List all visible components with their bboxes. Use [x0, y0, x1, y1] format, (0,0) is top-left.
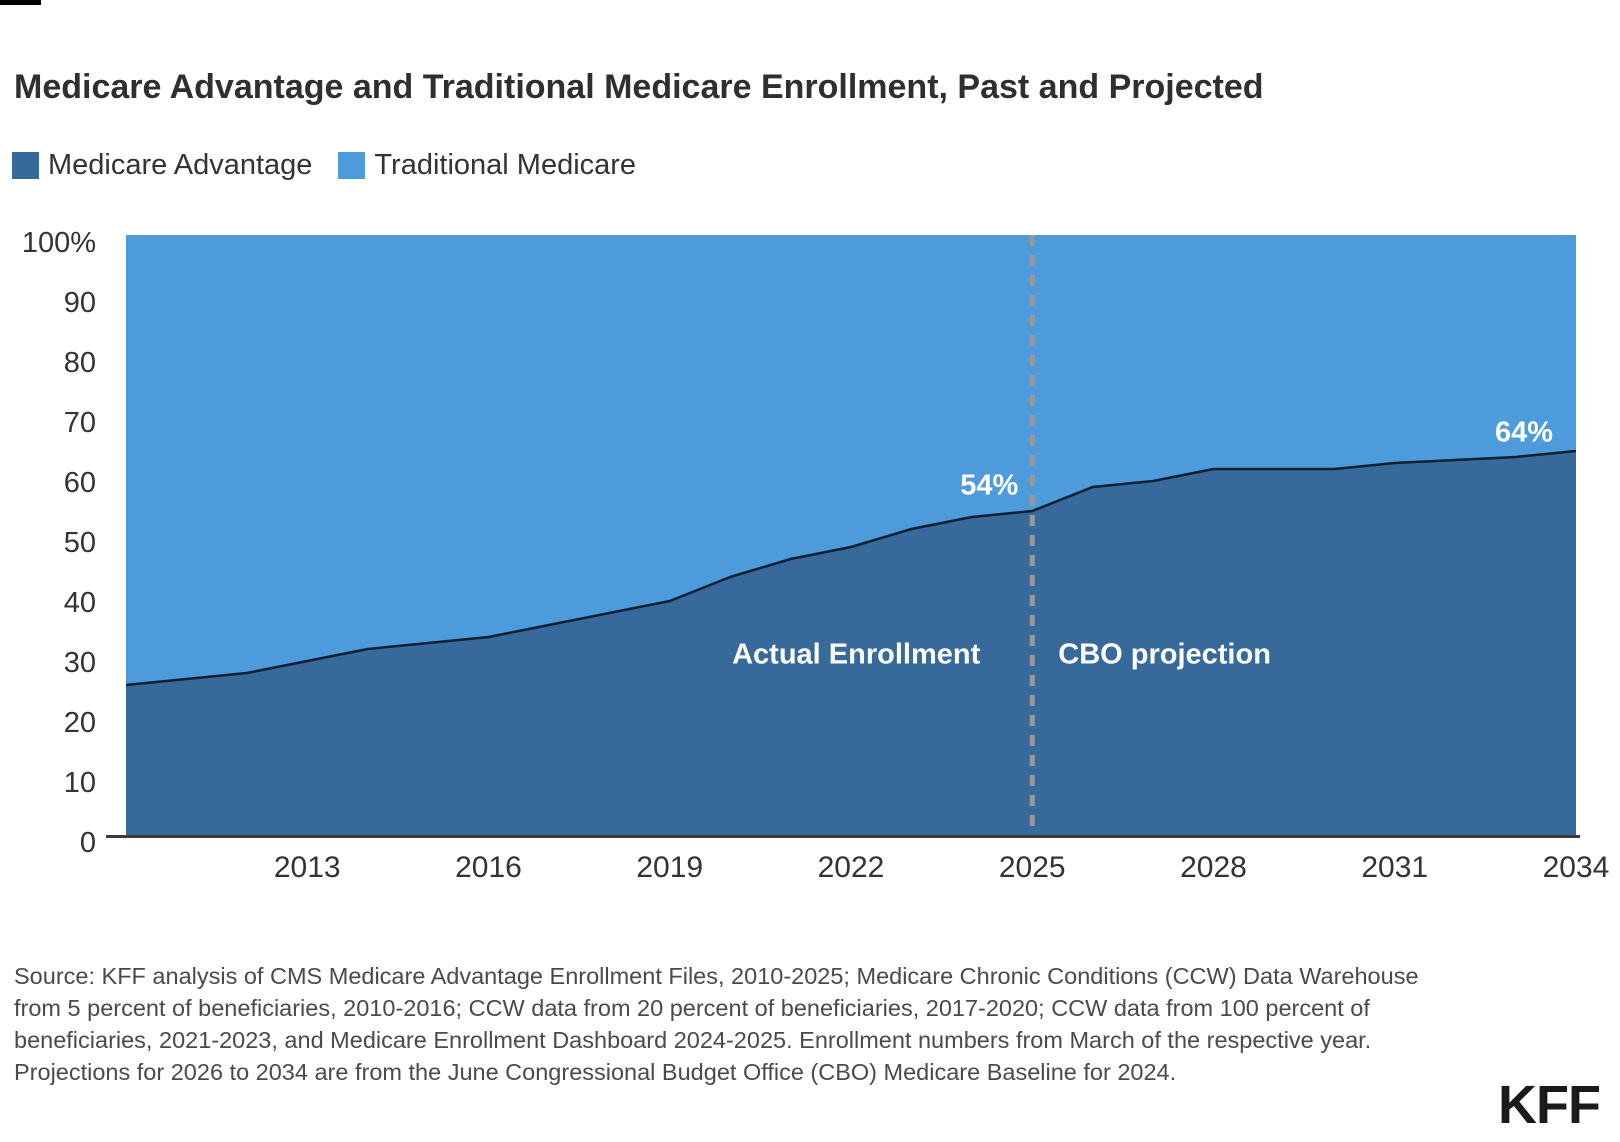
- ma-share-2034: 64%: [1494, 416, 1553, 449]
- x-axis-tick-2013: 2013: [273, 851, 341, 884]
- ma-share-2025: 54%: [960, 469, 1019, 502]
- x-axis-tick-2022: 2022: [817, 851, 885, 884]
- y-axis-tick-90: 90: [63, 287, 96, 319]
- x-axis-tick-2031: 2031: [1361, 851, 1429, 884]
- actual-enrollment-label: Actual Enrollment: [732, 638, 981, 671]
- y-axis-tick-70: 70: [63, 407, 96, 439]
- y-axis-tick-80: 80: [63, 347, 96, 379]
- legend-label-traditional-medicare: Traditional Medicare: [374, 149, 637, 181]
- y-axis-tick-40: 40: [63, 587, 96, 619]
- y-axis-tick-60: 60: [63, 467, 96, 499]
- x-axis-tick-2028: 2028: [1180, 851, 1247, 884]
- x-axis-tick-2016: 2016: [455, 851, 522, 884]
- legend-label-medicare-advantage: Medicare Advantage: [48, 149, 313, 181]
- y-axis-tick-0: 0: [79, 827, 96, 859]
- y-axis-tick-10: 10: [63, 767, 96, 799]
- chart-title: Medicare Advantage and Traditional Medicare Enrollment, Past and Projected: [14, 68, 1264, 106]
- y-axis-tick-50: 50: [63, 527, 96, 559]
- y-axis-tick-100: 100%: [21, 227, 96, 259]
- x-axis-tick-2034: 2034: [1542, 851, 1610, 884]
- kff-logo: KFF: [1498, 1075, 1600, 1135]
- cbo-projection-label: CBO projection: [1058, 638, 1271, 671]
- source-note: Source: KFF analysis of CMS Medicare Advantage Enrollment Files, 2010-2025; Medicare Chronic Conditions (CCW) Data Warehouse from 5 percent of beneficiaries, 2010-2016; CCW data from 20 percent of beneficiaries, 2017-2020; CCW data from 100 percent of beneficiaries, 2021-2023, and Medicare Enrollment Dashboard 2024-2025. Enrollment numbers from March of the respective year. Projections for 2026 to 2034 are from the June Congressional Budget Office (CBO) Medicare Baseline for 2024.: [14, 963, 1419, 1085]
- y-axis-tick-30: 30: [63, 647, 96, 679]
- x-axis-tick-2019: 2019: [636, 851, 704, 884]
- x-axis-tick-2025: 2025: [998, 851, 1066, 884]
- y-axis-tick-20: 20: [63, 707, 96, 739]
